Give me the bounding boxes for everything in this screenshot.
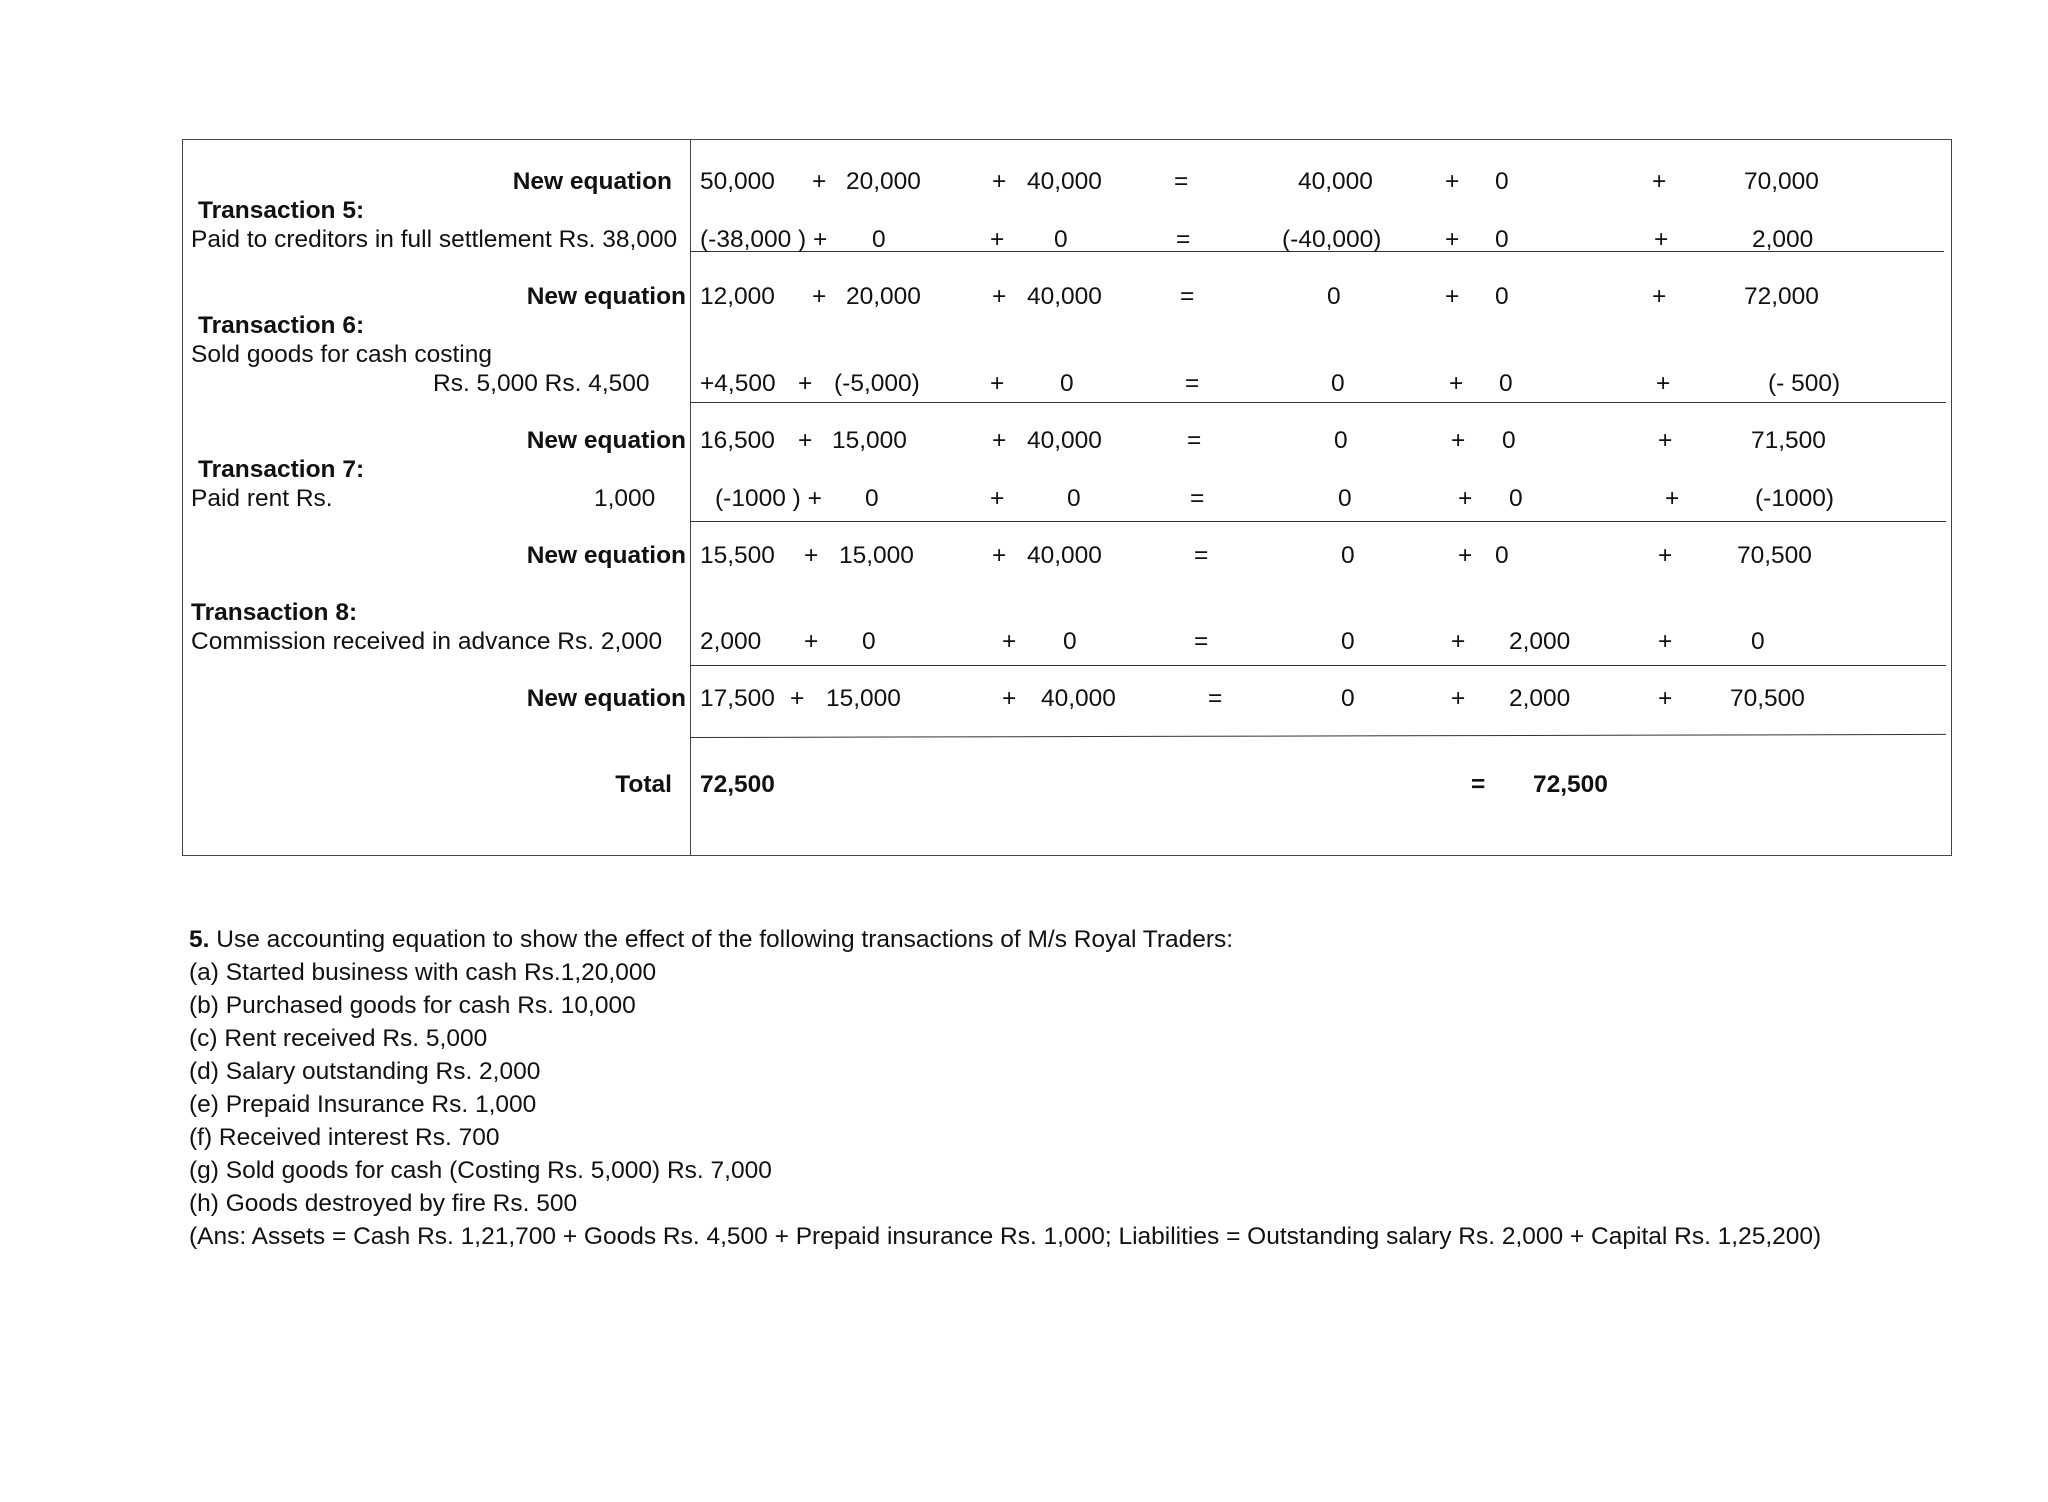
table-cell: (-38,000 ) +: [700, 226, 828, 253]
question-item: (h) Goods destroyed by fire Rs. 500: [189, 1190, 578, 1217]
table-cell: 2,000: [1509, 628, 1571, 655]
transaction-heading: Transaction 8:: [191, 599, 358, 626]
table-cell: +: [990, 370, 1005, 397]
table-cell: (- 500): [1768, 370, 1841, 397]
question-item: (b) Purchased goods for cash Rs. 10,000: [189, 992, 636, 1019]
table-cell: 70,500: [1737, 542, 1812, 569]
table-cell: =: [1180, 283, 1195, 310]
row-label: New equation: [526, 542, 686, 569]
table-cell: +: [812, 168, 827, 195]
table-cell: 40,000: [1027, 168, 1102, 195]
table-cell: 2,000: [700, 628, 762, 655]
table-cell: 0: [1331, 370, 1345, 397]
table-cell: 40,000: [1027, 427, 1102, 454]
table-cell: +: [1658, 542, 1673, 569]
question-item: (d) Salary outstanding Rs. 2,000: [189, 1058, 541, 1085]
table-cell: =: [1185, 370, 1200, 397]
row-label: Paid rent Rs.: [191, 485, 333, 512]
total-assets: 72,500: [700, 771, 775, 798]
table-cell: 40,000: [1027, 542, 1102, 569]
row-rule: [690, 665, 1946, 666]
table-cell: +: [1458, 542, 1473, 569]
table-cell: 71,500: [1751, 427, 1826, 454]
table-cell: 72,000: [1744, 283, 1819, 310]
transaction-heading: Transaction 7:: [198, 456, 365, 483]
question-item: (a) Started business with cash Rs.1,20,000: [189, 959, 657, 986]
table-cell: 0: [1338, 485, 1352, 512]
transaction-heading: Transaction 6:: [198, 312, 365, 339]
table-cell: 0: [1341, 628, 1355, 655]
table-cell: 40,000: [1298, 168, 1373, 195]
table-cell: 15,000: [826, 685, 901, 712]
question-item: (c) Rent received Rs. 5,000: [189, 1025, 488, 1052]
table-cell: (-1000): [1755, 485, 1834, 512]
row-label: 1,000: [594, 485, 656, 512]
table-cell: +: [1652, 283, 1667, 310]
table-cell: 0: [1499, 370, 1513, 397]
table-cell: 40,000: [1041, 685, 1116, 712]
table-cell: +: [1449, 370, 1464, 397]
table-cell: 70,500: [1730, 685, 1805, 712]
table-cell: 0: [1054, 226, 1068, 253]
table-cell: 15,000: [832, 427, 907, 454]
table-cell: 50,000: [700, 168, 775, 195]
table-cell: (-5,000): [834, 370, 920, 397]
table-cell: 0: [1495, 283, 1509, 310]
question-number: 5.: [189, 926, 210, 953]
column-divider: [690, 139, 691, 856]
question-item: (f) Received interest Rs. 700: [189, 1124, 500, 1151]
table-cell: +: [990, 226, 1005, 253]
table-cell: 70,000: [1744, 168, 1819, 195]
table-cell: (-40,000): [1282, 226, 1382, 253]
table-cell: 0: [862, 628, 876, 655]
table-cell: 15,500: [700, 542, 775, 569]
table-cell: +: [1451, 685, 1466, 712]
table-cell: +: [1445, 168, 1460, 195]
table-cell: =: [1190, 485, 1205, 512]
row-label: New equation: [526, 283, 686, 310]
table-cell: +: [1656, 370, 1671, 397]
table-cell: +: [992, 542, 1007, 569]
table-cell: 40,000: [1027, 283, 1102, 310]
table-cell: 20,000: [846, 283, 921, 310]
table-cell: 12,000: [700, 283, 775, 310]
table-cell: +: [992, 283, 1007, 310]
table-cell: 20,000: [846, 168, 921, 195]
total-liabilities-capital: 72,500: [1533, 771, 1608, 798]
question-item: (e) Prepaid Insurance Rs. 1,000: [189, 1091, 537, 1118]
question-intro: Use accounting equation to show the effect of the following transactions of M/s Royal Traders:: [216, 926, 1234, 953]
table-cell: =: [1194, 628, 1209, 655]
table-cell: 0: [1495, 226, 1509, 253]
table-cell: 0: [1063, 628, 1077, 655]
table-cell: 0: [1341, 542, 1355, 569]
row-label: Commission received in advance Rs. 2,000: [191, 628, 663, 655]
table-cell: +: [1451, 628, 1466, 655]
table-cell: =: [1176, 226, 1191, 253]
table-cell: +: [804, 542, 819, 569]
table-cell: +: [1658, 685, 1673, 712]
table-cell: +: [1002, 685, 1017, 712]
transaction-heading: Transaction 5:: [198, 197, 365, 224]
table-cell: =: [1194, 542, 1209, 569]
total-label: Total: [615, 771, 672, 798]
table-cell: 0: [1327, 283, 1341, 310]
row-label: New equation: [512, 168, 672, 195]
table-cell: 0: [1509, 485, 1523, 512]
question-answer: (Ans: Assets = Cash Rs. 1,21,700 + Goods Rs. 4,500 + Prepaid insurance Rs. 1,000; Liabilities = Outstanding salary Rs. 2,000 + Capital Rs. 1,25,200): [189, 1223, 1822, 1250]
table-cell: =: [1174, 168, 1189, 195]
table-cell: =: [1187, 427, 1202, 454]
table-cell: +: [1445, 226, 1460, 253]
table-cell: +: [990, 485, 1005, 512]
table-cell: +: [812, 283, 827, 310]
table-cell: 15,000: [839, 542, 914, 569]
table-cell: 0: [1751, 628, 1765, 655]
total-equals: =: [1471, 771, 1486, 798]
row-label: New equation: [526, 427, 686, 454]
table-cell: 0: [1334, 427, 1348, 454]
table-cell: +: [1654, 226, 1669, 253]
table-cell: +: [1002, 628, 1017, 655]
table-cell: +: [798, 370, 813, 397]
table-cell: 2,000: [1509, 685, 1571, 712]
table-cell: +: [1658, 427, 1673, 454]
table-cell: +: [1451, 427, 1466, 454]
row-label: New equation: [526, 685, 686, 712]
table-cell: +: [790, 685, 805, 712]
table-cell: 2,000: [1752, 226, 1814, 253]
table-cell: (-1000 ) +: [715, 485, 822, 512]
table-cell: +: [992, 427, 1007, 454]
row-rule: [690, 521, 1946, 522]
table-cell: +: [1458, 485, 1473, 512]
table-cell: 0: [872, 226, 886, 253]
table-cell: 0: [1067, 485, 1081, 512]
question-intro-line: [189, 925, 1233, 955]
table-cell: +: [1658, 628, 1673, 655]
row-label: Paid to creditors in full settlement Rs. 38,000: [191, 226, 678, 253]
table-cell: 0: [1060, 370, 1074, 397]
table-cell: =: [1208, 685, 1223, 712]
table-cell: 0: [1341, 685, 1355, 712]
table-cell: +: [992, 168, 1007, 195]
table-cell: 0: [1495, 168, 1509, 195]
table-cell: +: [804, 628, 819, 655]
table-cell: 17,500: [700, 685, 775, 712]
row-label: Sold goods for cash costing: [191, 341, 492, 368]
row-label: Rs. 5,000 Rs. 4,500: [433, 370, 650, 397]
table-cell: +: [1665, 485, 1680, 512]
question-item: (g) Sold goods for cash (Costing Rs. 5,000) Rs. 7,000: [189, 1157, 772, 1184]
table-cell: 0: [865, 485, 879, 512]
table-cell: +4,500: [700, 370, 776, 397]
table-cell: 0: [1495, 542, 1509, 569]
table-cell: +: [798, 427, 813, 454]
table-cell: 16,500: [700, 427, 775, 454]
table-cell: +: [1445, 283, 1460, 310]
table-cell: +: [1652, 168, 1667, 195]
row-rule: [690, 402, 1946, 403]
table-cell: 0: [1502, 427, 1516, 454]
